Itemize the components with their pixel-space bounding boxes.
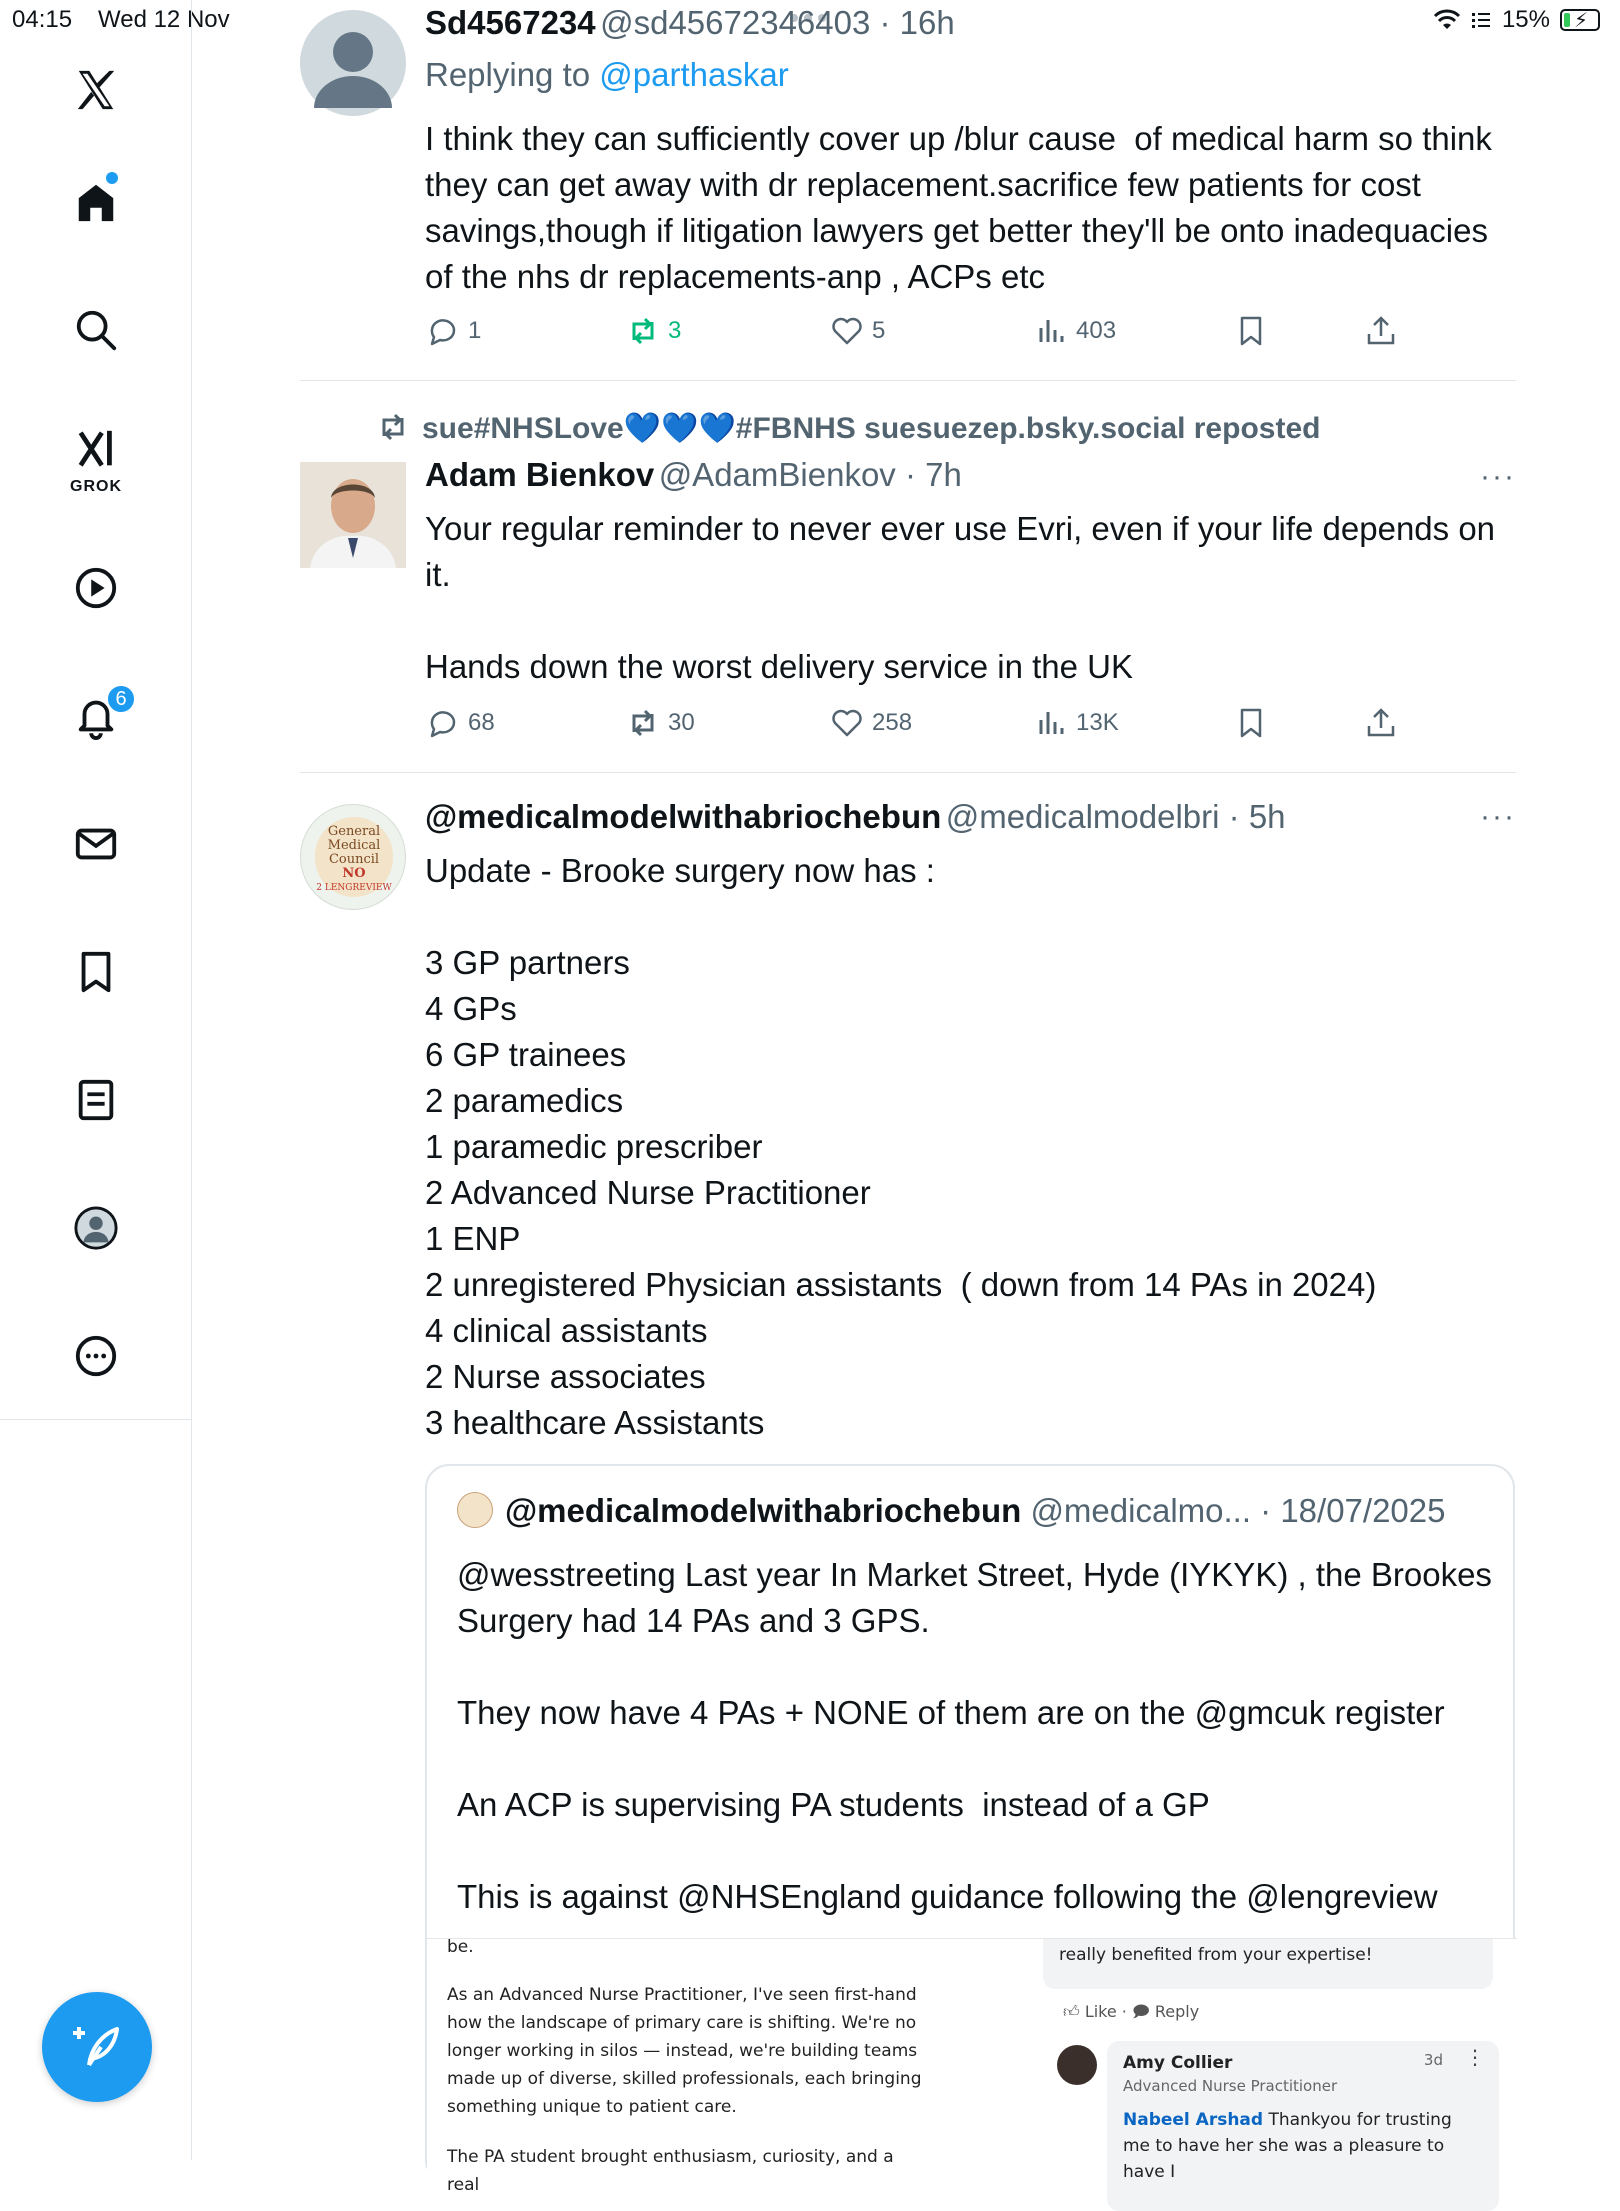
separator-dot: · xyxy=(870,4,900,41)
share-button[interactable] xyxy=(1364,706,1398,740)
like-count: 5 xyxy=(872,317,886,344)
kebab-icon: ⋮ xyxy=(1465,2045,1485,2069)
tweet1[interactable] xyxy=(425,4,1515,300)
tweet2-text: Your regular reminder to never ever use Evri, even if your life depends on it. Hands down the worst delivery service in the UK xyxy=(425,510,1496,685)
tweet3-more-icon[interactable]: ··· xyxy=(1480,800,1516,833)
tweet2-name[interactable]: Adam Bienkov xyxy=(425,456,655,493)
views-icon xyxy=(1034,314,1068,348)
quote-image[interactable] xyxy=(427,1938,1517,2198)
tweet2-time[interactable]: 7h xyxy=(925,456,962,493)
bookmark-icon xyxy=(1234,706,1268,740)
tweet3-text: Update - Brooke surgery now has : 3 GP partners 4 GPs 6 GP trainees 2 paramedics 1 paramedic prescriber 2 Advanced Nurse Practitioner 1 ENP 2 unregistered Physician assistants ( down from 14 PAs in 2024) 4 clinical assistants 2 Nurse associates 3 healthcare Assistants xyxy=(425,852,1377,1441)
image-comment-body xyxy=(1123,2107,1483,2185)
avatar-text-line: General xyxy=(327,824,381,839)
repost-icon xyxy=(376,410,410,444)
views-icon xyxy=(1034,706,1068,740)
repost-button[interactable] xyxy=(626,706,695,740)
image-text-cut: The PA student brought enthusiasm, curiosity, and a real xyxy=(447,2147,894,2195)
quote-avatar[interactable] xyxy=(457,1492,493,1528)
repost-button[interactable] xyxy=(626,314,681,348)
tweet-divider xyxy=(300,380,1516,381)
image-reply-label: Reply xyxy=(1154,2002,1200,2021)
image-text-top: be. xyxy=(447,1937,474,1957)
separator-dot: · xyxy=(1251,1492,1281,1529)
bookmark-icon xyxy=(1234,314,1268,348)
avatar-text-line: 2 LENGREVIEW xyxy=(316,883,392,893)
image-comment-actions: 👍︎ Like · 🗩 Reply xyxy=(1063,2002,1200,2021)
replying-to-link[interactable]: @parthaskar xyxy=(599,56,789,93)
replying-to-line xyxy=(425,56,1515,108)
quote-header xyxy=(457,1492,1446,1530)
home-new-dot xyxy=(106,172,118,184)
image-text-paragraph: As an Advanced Nurse Practitioner, I've seen first-hand how the landscape of primary care is shifting. We're no longer working in silos — instead, we're building teams made up of diverse, skilled professionals, each bringing something unique to patient care. xyxy=(447,1985,922,2117)
separator-dot: · xyxy=(895,456,926,493)
video-icon[interactable] xyxy=(66,558,126,618)
tweet2-handle[interactable]: @AdamBienkov xyxy=(658,456,896,493)
image-commenter-name: Amy Collier xyxy=(1123,2053,1233,2073)
tweet2-avatar[interactable] xyxy=(300,462,406,568)
tweet1-avatar[interactable] xyxy=(300,10,406,116)
heart-icon xyxy=(830,314,864,348)
image-comment-age: 3d xyxy=(1423,2051,1443,2069)
repost-context[interactable] xyxy=(376,410,1516,450)
profile-icon[interactable] xyxy=(66,1198,126,1258)
like-button[interactable] xyxy=(830,706,912,740)
share-button[interactable] xyxy=(1364,314,1398,348)
share-icon xyxy=(1364,314,1398,348)
tweet1-text: I think they can sufficiently cover up /blur cause of medical harm so think they can get away with dr replacement.sacrifice few patients for cost savings,though if litigation lawyers get better they'll be onto inadequacies of the nhs dr replacements-anp , ACPs etc xyxy=(425,120,1502,295)
status-date: Wed 12 Nov xyxy=(98,6,230,33)
compose-post-button[interactable] xyxy=(42,1992,152,2102)
image-like-label: Like xyxy=(1084,2002,1117,2021)
bookmark-button[interactable] xyxy=(1234,314,1268,348)
bookmark-button[interactable] xyxy=(1234,706,1268,740)
heart-icon xyxy=(830,706,864,740)
sidebar-divider xyxy=(191,1420,192,2160)
quoted-tweet[interactable] xyxy=(425,1464,1515,2195)
battery-percent: 15% xyxy=(1501,6,1550,33)
lists-icon[interactable] xyxy=(66,1070,126,1130)
quote-date[interactable]: 18/07/2025 xyxy=(1280,1492,1446,1529)
tweet3[interactable] xyxy=(425,798,1515,1446)
tweet2-more-icon[interactable]: ··· xyxy=(1480,460,1516,493)
tweet3-time[interactable]: 5h xyxy=(1248,798,1286,835)
image-comment-bubble: really benefited from your expertise! xyxy=(1043,1939,1493,1989)
tweet2[interactable] xyxy=(425,456,1515,690)
views-button[interactable] xyxy=(1034,706,1119,740)
repost-icon xyxy=(626,706,660,740)
tweet1-actions xyxy=(426,314,1426,354)
reply-icon xyxy=(426,314,460,348)
thumbs-up-icon: 👍︎ xyxy=(1063,2002,1085,2021)
quote-handle[interactable]: @medicalmo... xyxy=(1030,1492,1251,1529)
views-count: 13K xyxy=(1076,709,1119,736)
image-left-column xyxy=(447,1939,927,2199)
image-comment-card xyxy=(1107,2041,1499,2211)
x-logo-icon[interactable] xyxy=(66,60,126,120)
avatar-text-line: NO xyxy=(342,866,366,881)
tweet2-actions xyxy=(426,706,1426,746)
image-commenter-role: Advanced Nurse Practitioner xyxy=(1123,2077,1338,2095)
tweet1-header xyxy=(425,4,1515,50)
tweet1-name[interactable]: Sd4567234 xyxy=(425,4,596,41)
search-icon[interactable] xyxy=(66,300,126,360)
reply-count: 1 xyxy=(468,317,482,344)
speech-bubble-icon: 🗩 xyxy=(1131,2002,1155,2021)
tweet2-header xyxy=(425,456,1515,502)
messages-icon[interactable] xyxy=(66,814,126,874)
tweet1-handle[interactable]: @sd4567234 xyxy=(600,4,797,41)
image-comment-text: Thankyou for trusting me to have her she was a pleasure to have I xyxy=(1123,2110,1452,2182)
repost-count: 3 xyxy=(668,317,682,344)
tweet-divider xyxy=(300,772,1516,773)
reply-count: 68 xyxy=(468,709,495,736)
tweet1-handle-tail[interactable]: 6403 xyxy=(796,4,871,41)
tweet3-handle[interactable]: @medicalmodelbri xyxy=(945,798,1220,835)
views-button[interactable] xyxy=(1034,314,1116,348)
views-count: 403 xyxy=(1076,317,1117,344)
tweet3-avatar-badge xyxy=(315,817,393,897)
quote-name[interactable]: @medicalmodelwithabriochebun xyxy=(505,1492,1022,1529)
avatar-text-line: Council xyxy=(328,852,380,867)
share-icon xyxy=(1364,706,1398,740)
image-comment-mention: Nabeel Arshad xyxy=(1123,2110,1264,2130)
avatar-text-line: Medical xyxy=(327,838,381,853)
grok-label: GROK xyxy=(70,478,122,495)
tweet3-header xyxy=(425,798,1515,844)
tweet3-avatar[interactable] xyxy=(300,804,406,910)
like-count: 258 xyxy=(872,709,913,736)
battery-charging-icon: ⚡ xyxy=(1560,9,1600,31)
tweet3-name[interactable]: @medicalmodelwithabriochebun xyxy=(425,798,942,835)
image-commenter-avatar xyxy=(1057,2045,1097,2085)
replying-prefix: Replying to xyxy=(425,56,600,93)
repost-context-text: sue#NHSLove💙💙💙#FBNHS suesuezep.bsky.social reposted xyxy=(422,412,1321,445)
reply-button[interactable] xyxy=(426,706,495,740)
bookmarks-icon[interactable] xyxy=(66,942,126,1002)
repost-count: 30 xyxy=(668,709,695,736)
tweet1-time[interactable]: 16h xyxy=(899,4,955,41)
more-icon[interactable] xyxy=(66,1326,126,1386)
reply-icon xyxy=(426,706,460,740)
like-button[interactable] xyxy=(830,314,885,348)
repost-icon xyxy=(626,314,660,348)
notifications-badge: 6 xyxy=(106,684,136,714)
quote-text: @wesstreeting Last year In Market Street, Hyde (IYKYK) , the Brookes Surgery had 14 PAs and 3 GPS. They now have 4 PAs + NONE of them are on the @gmcuk register An ACP is supervising PA students instead of a GP This is against @NHSEngland guidance following the @lengreview xyxy=(457,1556,1492,1915)
separator-dot: · xyxy=(1219,798,1249,835)
grok-icon[interactable] xyxy=(66,420,126,480)
status-time: 04:15 xyxy=(12,6,73,33)
reply-button[interactable] xyxy=(426,314,481,348)
compose-post-icon xyxy=(69,2019,125,2075)
